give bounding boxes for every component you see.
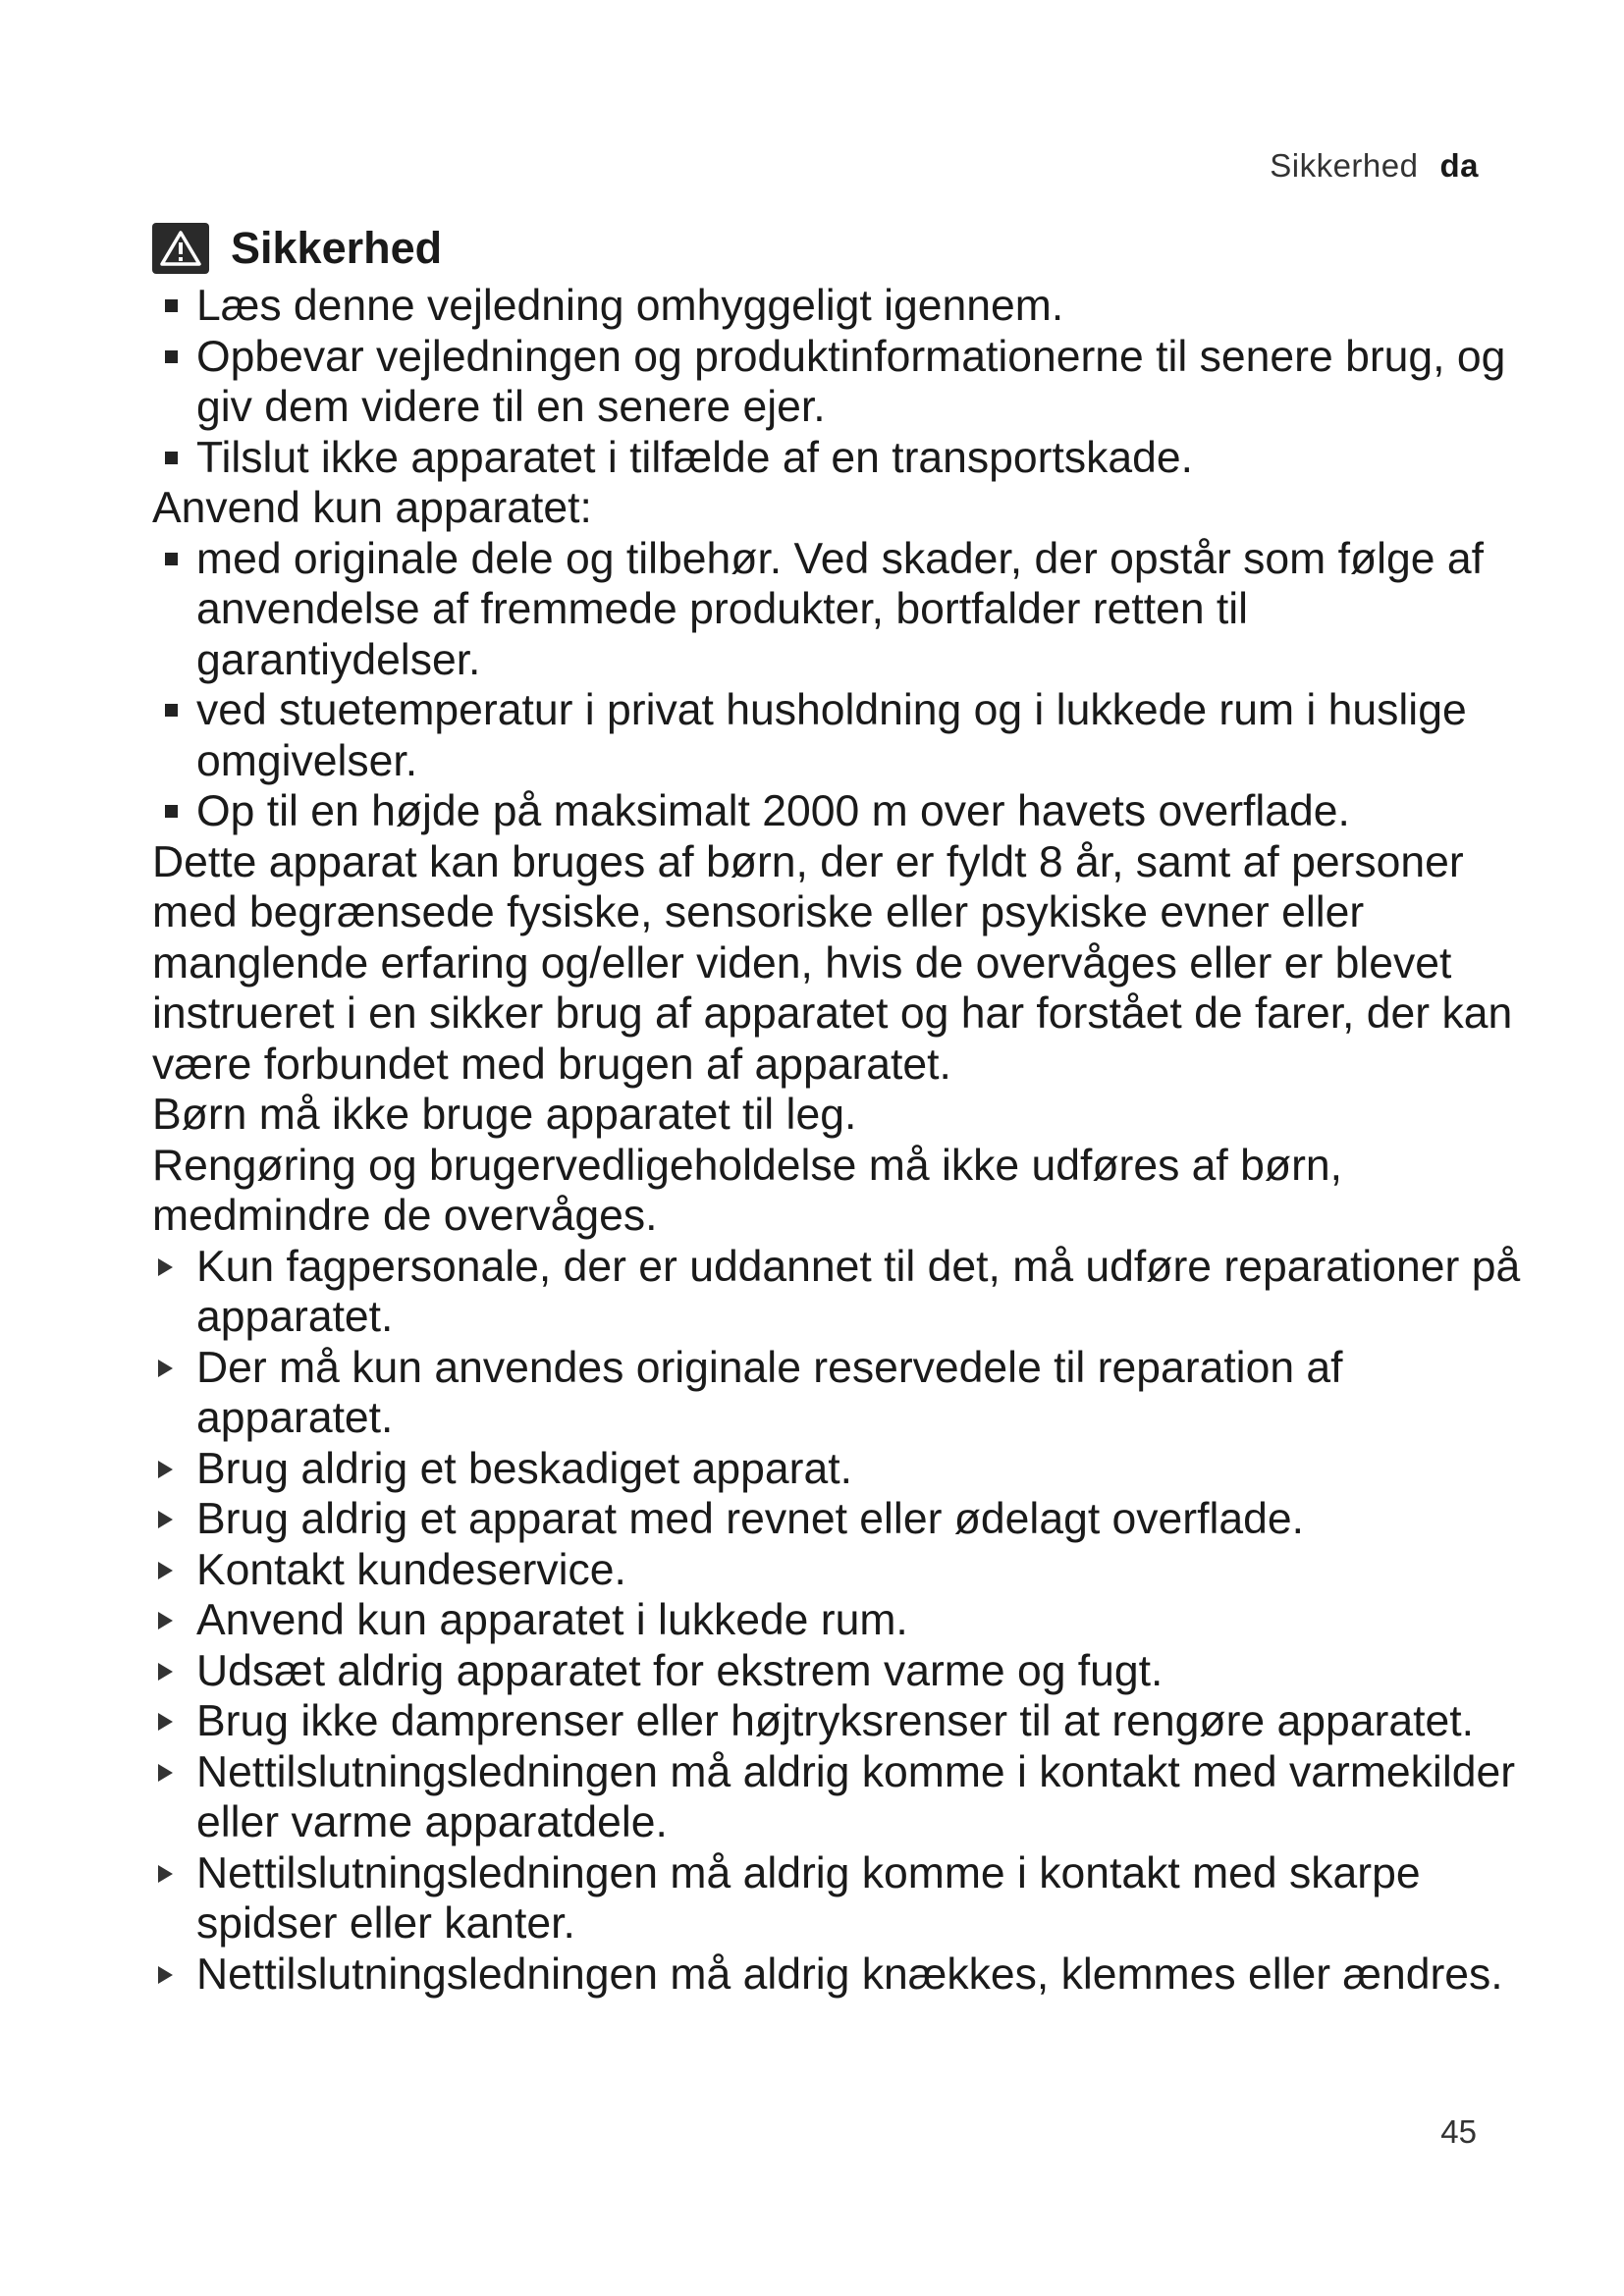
- section-title: Sikkerhed: [231, 223, 443, 274]
- warning-icon: [152, 223, 209, 274]
- arrow-right-icon: [158, 1865, 173, 1883]
- arrow-right-icon: [158, 1764, 173, 1782]
- arrow-right-icon: [158, 1562, 173, 1579]
- instruction-item: Der må kun anvendes originale reservedele til reparation af apparatet.: [152, 1343, 1527, 1444]
- instruction-item: Nettilslutningsledningen må aldrig komme i kontakt med varmekilder eller varme apparatdele.: [152, 1747, 1527, 1848]
- arrow-right-icon: [158, 1360, 173, 1377]
- instruction-item: Udsæt aldrig apparatet for ekstrem varme og fugt.: [152, 1646, 1527, 1697]
- list-item: ved stuetemperatur i privat husholdning og i lukkede rum i huslige omgivelser.: [152, 685, 1527, 786]
- list-item: Tilslut ikke apparatet i tilfælde af en transportskade.: [152, 433, 1527, 484]
- instruction-item: Brug ikke damprenser eller højtryksrenser til at rengøre apparatet.: [152, 1696, 1527, 1747]
- header-language: da: [1439, 147, 1479, 184]
- bullet-square-icon: [165, 299, 178, 312]
- list-item: med originale dele og tilbehør. Ved skader, der opstår som følge af anvendelse af fremmede produkter, bortfalder retten til garantiydelser.: [152, 534, 1527, 686]
- section-heading: [152, 218, 1527, 279]
- header-section: Sikkerhed: [1270, 147, 1419, 184]
- bullet-square-icon: [165, 350, 178, 363]
- page-number: 45: [1440, 2113, 1477, 2150]
- instruction-item: Brug aldrig et beskadiget apparat.: [152, 1444, 1527, 1495]
- instruction-item: Kontakt kundeservice.: [152, 1545, 1527, 1596]
- bullet-square-icon: [165, 452, 178, 464]
- arrow-right-icon: [158, 1612, 173, 1629]
- anvend-intro: Anvend kun apparatet:: [152, 484, 592, 532]
- instruction-item: Nettilslutningsledningen må aldrig knækkes, klemmes eller ændres.: [152, 1949, 1527, 2001]
- safety-section: [152, 218, 1527, 2000]
- arrow-right-icon: [158, 1663, 173, 1681]
- list-item: Op til en højde på maksimalt 2000 m over havets overflade.: [152, 786, 1527, 837]
- arrow-right-icon: [158, 1713, 173, 1731]
- bullet-square-icon: [165, 805, 178, 818]
- instruction-item: Kun fagpersonale, der er uddannet til det, må udføre reparationer på apparatet.: [152, 1242, 1527, 1343]
- running-header: [1270, 147, 1479, 185]
- bullet-square-icon: [165, 704, 178, 717]
- play-paragraph: Børn må ikke bruge apparatet til leg.: [152, 1091, 857, 1139]
- arrow-right-icon: [158, 1966, 173, 1984]
- instruction-item: Nettilslutningsledningen må aldrig komme i kontakt med skarpe spidser eller kanter.: [152, 1848, 1527, 1949]
- arrow-right-icon: [158, 1461, 173, 1478]
- children-paragraph: Dette apparat kan bruges af børn, der er fyldt 8 år, samt af personer med begrænsede fysiske, sensoriske eller psykiske evner eller manglende erfaring og/eller viden, hvis de overvåges eller er blevet instrueret i en sikker brug af apparatet og har forstået de farer, der kan være forbundet med brugen af apparatet.: [152, 837, 1513, 1089]
- instruction-item: Anvend kun apparatet i lukkede rum.: [152, 1595, 1527, 1646]
- cleaning-paragraph: Rengøring og brugervedligeholdelse må ikke udføres af børn, medmindre de overvåges.: [152, 1141, 1343, 1240]
- bullet-square-icon: [165, 553, 178, 565]
- list-item: Læs denne vejledning omhyggeligt igennem.: [152, 281, 1527, 332]
- arrow-right-icon: [158, 1258, 173, 1276]
- arrow-right-icon: [158, 1511, 173, 1528]
- list-item: Opbevar vejledningen og produktinformationerne til senere brug, og giv dem videre til en senere ejer.: [152, 332, 1527, 433]
- instruction-item: Brug aldrig et apparat med revnet eller ødelagt overflade.: [152, 1494, 1527, 1545]
